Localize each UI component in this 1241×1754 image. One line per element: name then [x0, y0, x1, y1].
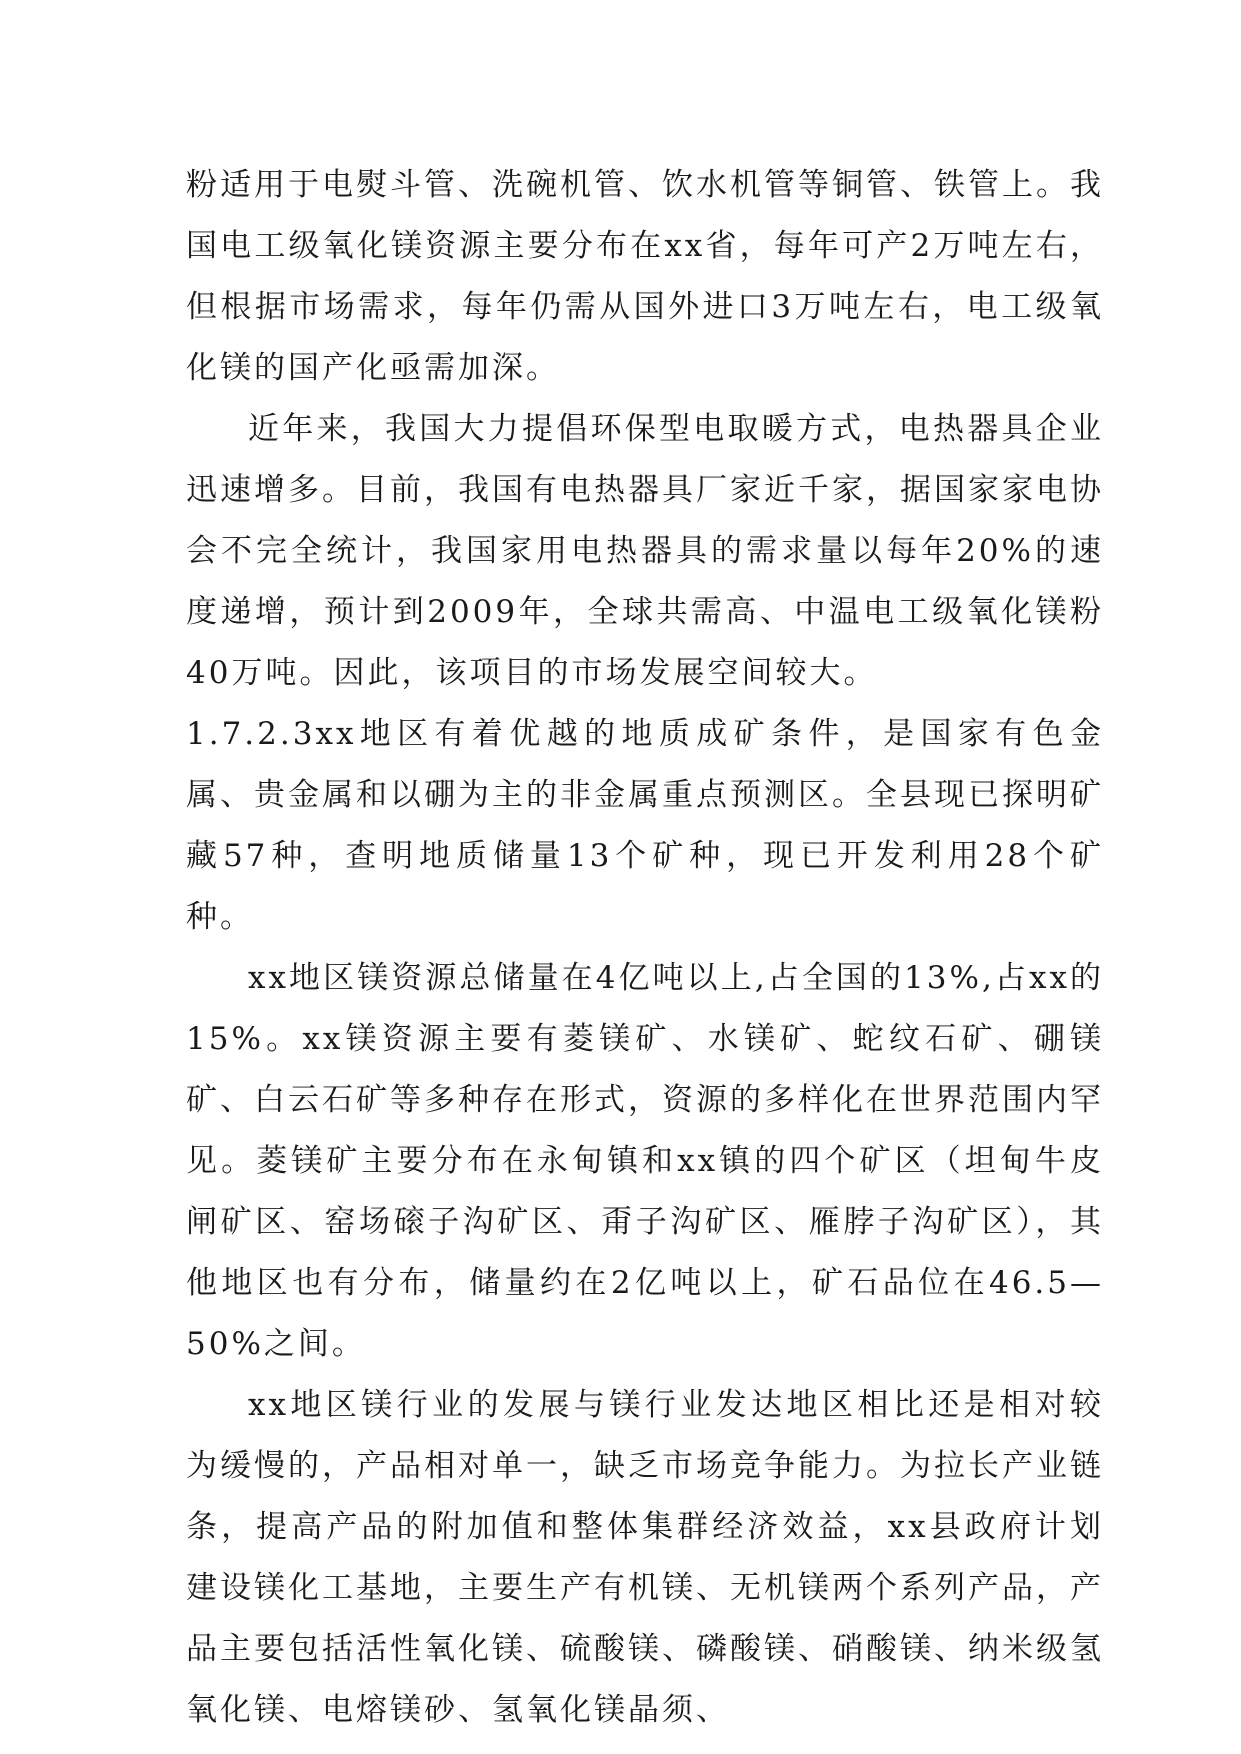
paragraph-4: xx地区镁资源总储量在4亿吨以上,占全国的13%,占xx的15%。xx镁资源主要有菱镁矿、水镁矿、蛇纹石矿、硼镁矿、白云石矿等多种存在形式，资源的多样化在世界范围内罕见。菱镁矿主要分布在永甸镇和xx镇的四个矿区（坦甸牛皮闸矿区、窑场磙子沟矿区、甭子沟矿区、雁脖子沟矿区），其他地区也有分布，储量约在2亿吨以上，矿石品位在46.5—50%之间。: [186, 960, 1104, 1362]
paragraph-2: 近年来，我国大力提倡环保型电取暖方式，电热器具企业迅速增多。目前，我国有电热器具厂家近千家，据国家家电协会不完全统计，我国家用电热器具的需求量以每年20%的速度递增，预计到2009年，全球共需高、中温电工级氧化镁粉40万吨。因此，该项目的市场发展空间较大。: [186, 411, 1104, 691]
document-body: [186, 155, 1104, 1741]
paragraph-5: xx地区镁行业的发展与镁行业发达地区相比还是相对较为缓慢的，产品相对单一，缺乏市场竞争能力。为拉长产业链条，提高产品的附加值和整体集群经济效益，xx县政府计划建设镁化工基地，主要生产有机镁、无机镁两个系列产品，产品主要包括活性氧化镁、硫酸镁、磷酸镁、硝酸镁、纳米级氢氧化镁、电熔镁砂、氢氧化镁晶须、: [186, 1387, 1104, 1728]
paragraph-3: 1.7.2.3xx地区有着优越的地质成矿条件，是国家有色金属、贵金属和以硼为主的非金属重点预测区。全县现已探明矿藏57种，查明地质储量13个矿种，现已开发利用28个矿种。: [186, 716, 1104, 935]
paragraph-1: 粉适用于电熨斗管、洗碗机管、饮水机管等铜管、铁管上。我国电工级氧化镁资源主要分布在xx省，每年可产2万吨左右，但根据市场需求，每年仍需从国外进口3万吨左右，电工级氧化镁的国产化亟需加深。: [186, 167, 1104, 386]
